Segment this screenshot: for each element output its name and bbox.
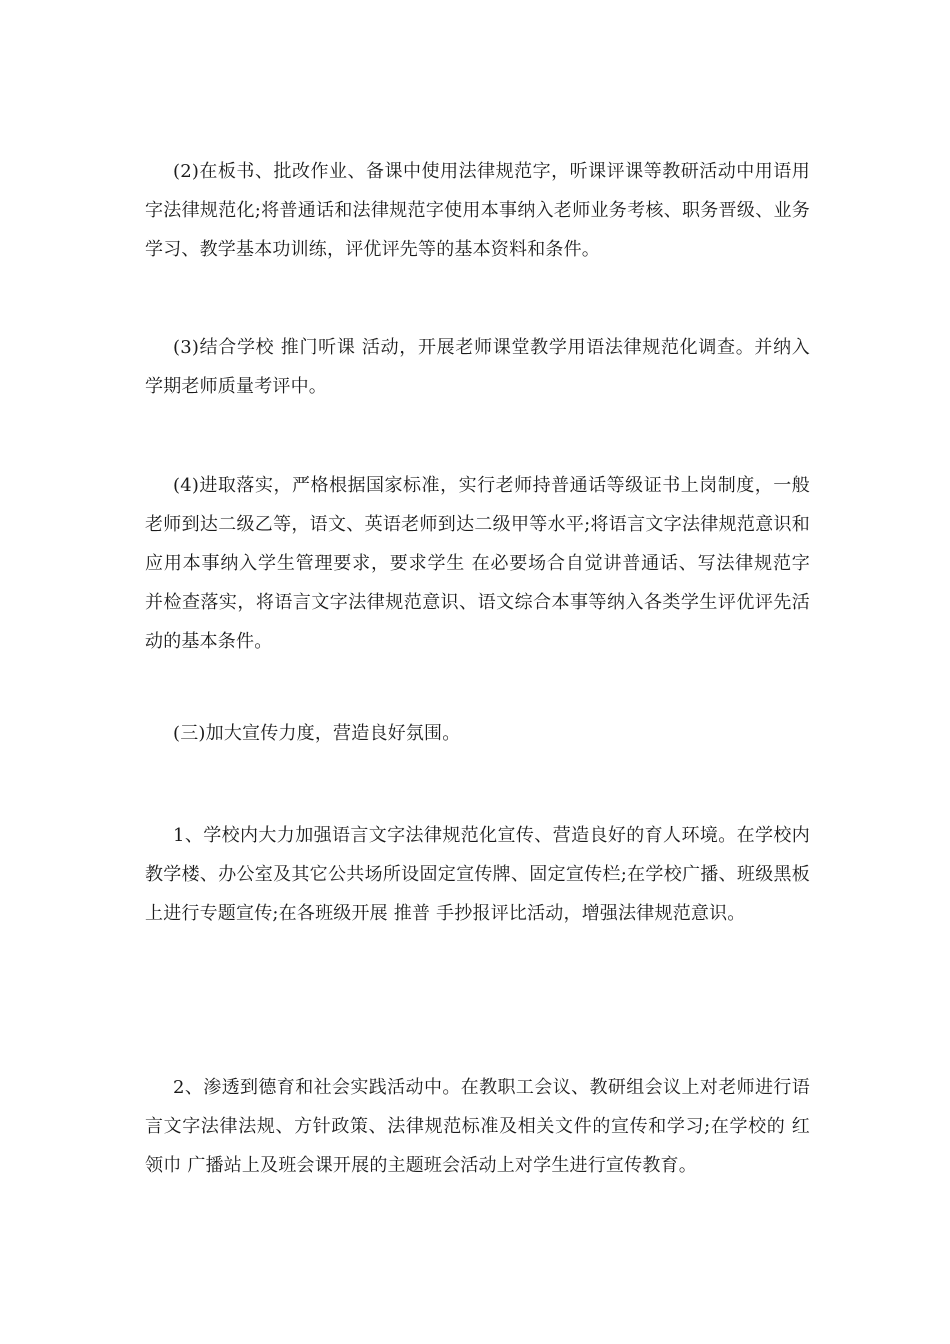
paragraph-4: (4)进取落实，严格根据国家标准，实行老师持普通话等级证书上岗制度，一般老师到达二级乙等，语文、英语老师到达二级甲等水平;将语言文字法律规范意识和应用本事纳入学生管理要求，要求学生 在必要场合自觉讲普通话、写法律规范字 并检查落实，将语言文字法律规范意识、语文综合本事等纳入各类学生评优评先活动的基本条件。 [145, 475, 810, 652]
paragraph-2: (2)在板书、批改作业、备课中使用法律规范字，听课评课等教研活动中用语用字法律规范化;将普通话和法律规范字使用本事纳入老师业务考核、职务晋级、业务学习、教学基本功训练，评优评先等的基本资料和条件。 [145, 161, 810, 260]
paragraph-item-2: 2、渗透到德育和社会实践活动中。在教职工会议、教研组会议上对老师进行语言文字法律法规、方针政策、法律规范标准及相关文件的宣传和学习;在学校的 红领巾 广播站上及班会课开展的主题班会活动上对学生进行宣传教育。 [145, 1077, 810, 1176]
section-heading-3: (三)加大宣传力度，营造良好氛围。 [173, 723, 461, 744]
paragraph-item-1: 1、学校内大力加强语言文字法律规范化宣传、营造良好的育人环境。在学校内教学楼、办公室及其它公共场所设固定宣传牌、固定宣传栏;在学校广播、班级黑板上进行专题宣传;在各班级开展 推普 手抄报评比活动，增强法律规范意识。 [145, 825, 810, 924]
paragraph-3: (3)结合学校 推门听课 活动，开展老师课堂教学用语法律规范化调查。并纳入学期老师质量考评中。 [145, 337, 810, 397]
